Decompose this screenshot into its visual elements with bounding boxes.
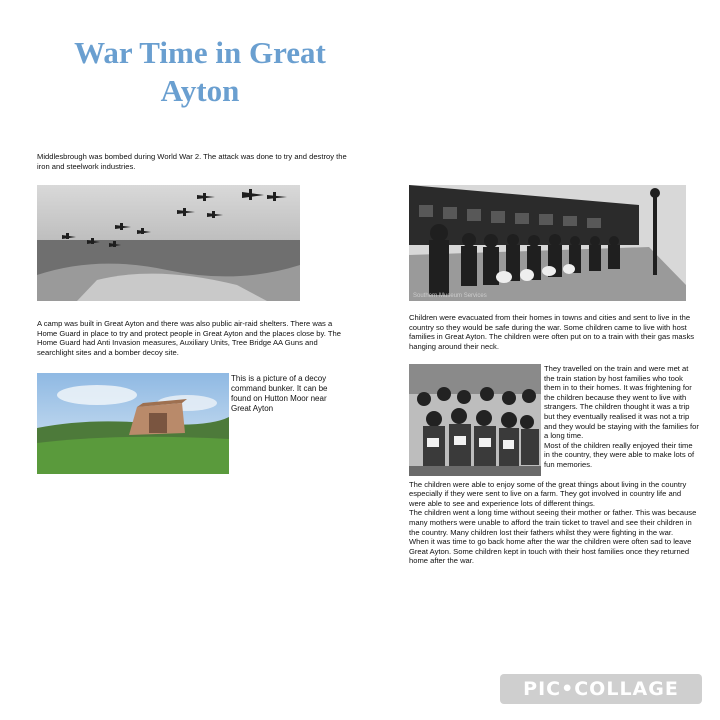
intro-paragraph: Middlesbrough was bombed during World War 2. The attack was done to try and destroy the iron and steelwork industries. [37,152,347,171]
enjoy-paragraph: Most of the children really enjoyed their time in the country, they were able to make lots of fun memories. [544,440,695,469]
camp-paragraph: A camp was built in Great Ayton and there was also public air-raid shelters. There was a Home Guard in place to try and protect people in Great Ayton and the places close by. The Home Guard had Anti Invasion measures, Auxiliary Units, Tree Bridge AA Guns and searchlight sites and a bomber decoy site. [37,319,341,357]
home-paragraph: When it was time to go back home after the war the children were often sad to leave Great Ayton. Some children kept in touch with their host families once they returned home after the war. [409,537,692,566]
travel-paragraph: They travelled on the train and were met at the train station by host families who took them in to their homes. It was frightening for the children because they went to live with strangers. The children thought it was a trip but they eventually realised it was not a trip and they would be staying with the families for a long time. [544,364,699,441]
evacuee-story-block [409,364,699,566]
page-title: War Time in Great Ayton [74,35,326,108]
bunker-photo [37,373,229,474]
parents-paragraph: The children went a long time without seeing their mother or father. This was because many mothers were unable to afford the train ticket to travel and see their children in the country. Many children lost their fathers whilst they were fighting in the war. [409,508,697,537]
evacuation-paragraph: Children were evacuated from their homes in towns and cities and sent to live in the country so they would be safe during the war. Some children came to live with host families in Great Ayton. The children were often put on to a train with their gas masks hanging around their neck. [409,313,695,351]
photo-credit: Southern Museum Services [413,293,487,299]
bunker-caption: This is a picture of a decoy command bunker. It can be found on Hutton Moor near Great Ayton [231,374,328,413]
farm-paragraph: The children were able to enjoy some of the great things about living in the country especially if they were sent to live on a farm. They got involved in country life and were able to see and experience lots of different things. [409,479,687,508]
bombers-photo [37,185,300,301]
watermark-label: PIC•COLLAGE [523,678,679,700]
evacuee-children-photo [409,364,541,476]
pic-collage-watermark [500,674,702,704]
evacuees-train-photo [409,185,686,301]
